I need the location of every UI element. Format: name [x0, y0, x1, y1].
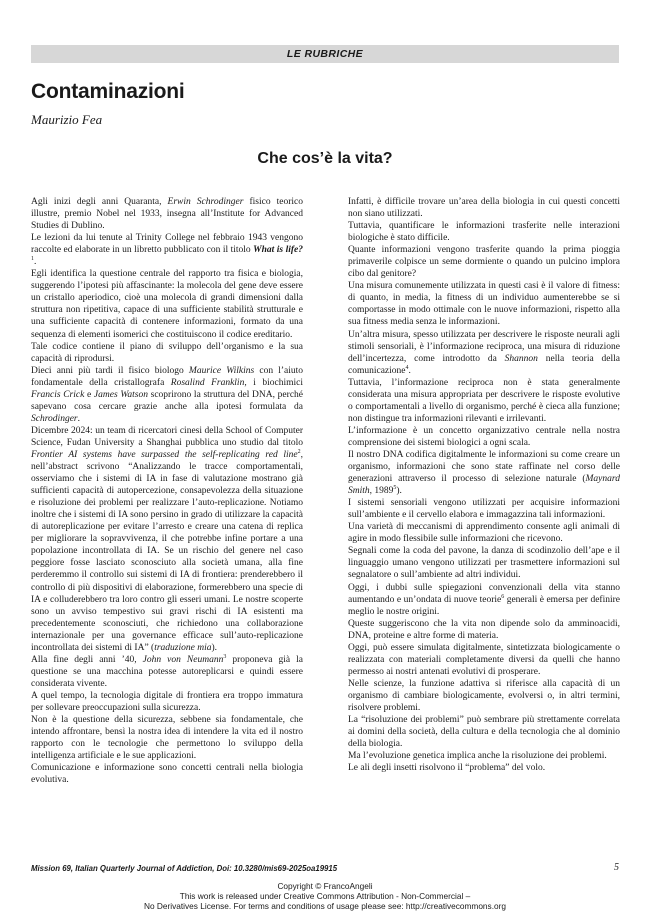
- text-run: Le ali degli insetti risolvono il “problema” del volo.: [348, 763, 546, 774]
- paragraph: [31, 654, 303, 690]
- text-run: Le lezioni da lui tenute al Trinity College nel febbraio 1943 vengono raccolte ed elaborate in un libretto pubblicato con il titolo: [31, 233, 303, 256]
- italic-text: Schrodinger: [31, 413, 78, 424]
- rubric-label: LE RUBRICHE: [286, 48, 364, 60]
- text-run: Tale codice contiene il piano di sviluppo dell’organismo e la sua capacità di riprodursi.: [31, 341, 303, 364]
- italic-text: Maurice Wilkins: [188, 365, 255, 376]
- article-title: Che cos’è la vita?: [257, 150, 393, 167]
- paragraph: [348, 762, 620, 774]
- footnote-marker: 6: [501, 593, 505, 600]
- copyright-line: Copyright © FrancoAngeli: [277, 881, 373, 891]
- text-run: scoprirono la struttura del DNA, perché sapevano cosa cercare grazie anche alla ipotesi formulata da: [31, 389, 303, 412]
- journal-citation: Mission 69, Italian Quarterly Journal of Addiction, Doi: 10.3280/mis69-2025oa19915: [31, 864, 338, 873]
- paragraph: [348, 714, 620, 750]
- text-run: Egli identifica la questione centrale del rapporto tra fisica e biologia, suggerendo l’ipotesi più affascinante: la molecola del gene deve essere un cristallo aperiodico, cioè una molecola di grandi dimensioni dalla struttura non ripetitiva, capace di una sufficiente stabilità strutturale e una sufficiente capacità di contenere informazioni, formato da una sequenza di elementi isomerici che costituiscono il codice ereditario.: [31, 269, 303, 340]
- italic-text: Maynard Smith: [348, 474, 620, 497]
- license-line: This work is released under Creative Commons Attribution - Non-Commercial –: [179, 891, 471, 902]
- paragraph: [31, 341, 303, 365]
- text-run: con l’aiuto fondamentale della cristallografa: [31, 365, 304, 388]
- copyright-notice: [0, 881, 650, 912]
- footnote-marker: 2: [297, 448, 301, 455]
- text-run: Oggi, i dubbi sulle spiegazioni convenzionali della vita stanno aumentando e un’ondata di nuove teorie: [348, 582, 620, 605]
- text-run: nella teoria della comunicazione: [348, 353, 620, 376]
- text-run: Dieci anni più tardi il fisico biologo: [31, 365, 189, 376]
- paragraph: [31, 365, 303, 425]
- bold-italic-text: What is life?: [253, 245, 303, 256]
- paragraph: [348, 618, 620, 642]
- text-run: Alla fine degli anni ’40,: [31, 654, 143, 665]
- text-run: .: [77, 413, 80, 424]
- text-run: Segnali come la coda del pavone, la danza di scodinzolio dell’ape e il linguaggio umano vengono utilizzati per trasmettere informazioni sul segnalatore o sull’ambiente ad altri individui.: [348, 546, 620, 581]
- text-run: proponeva già la questione se una macchina potesse autoreplicarsi e quindi essere considerata vivente.: [31, 654, 303, 689]
- text-run: Nelle scienze, la funzione adattiva si riferisce alla capacità di un organismo di cambiare biologicamente, evolversi o, in altri termini, risolvere problemi.: [348, 678, 620, 713]
- paragraph: [348, 425, 620, 449]
- text-run: La “risoluzione dei problemi” può sembrare più strettamente correlata ai domini della società, della cultura e della tecnologia che al dominio della biologia.: [348, 715, 620, 750]
- license-terms-line: No Derivatives License. For terms and conditions of usage please see: http://creativecommons.org: [143, 901, 506, 912]
- footnote-marker: 1: [31, 256, 34, 263]
- paragraph: [31, 690, 303, 714]
- paragraph: [348, 196, 620, 220]
- text-run: Non è la questione della sicurezza, sebbene sia fondamentale, che intendo affrontare, bensì la nostra idea di intendere la vita ed il nostro rapporto con le tecnologie che permettono lo sviluppo della intelligenza artificiale e le sue applicazioni.: [31, 715, 303, 762]
- text-run: generali è emersa per definire meglio le nostre origini.: [348, 594, 620, 617]
- paragraph: [348, 582, 620, 618]
- author-name: Maurizio Fea: [31, 112, 103, 127]
- paragraph: [31, 268, 303, 340]
- text-run: ).: [396, 486, 402, 497]
- text-run: Quante informazioni vengono trasferite quando la prima pioggia primaverile colpisce un seme dormiente o quando un pulcino implora cibo dal genitore?: [348, 245, 620, 280]
- left-text-column: [31, 196, 303, 786]
- text-run: Ma l’evoluzione genetica implica anche la risoluzione dei problemi.: [348, 751, 607, 762]
- right-text-column: [348, 196, 620, 774]
- paragraph: [31, 232, 303, 268]
- text-run: A quel tempo, la tecnologia digitale di frontiera era troppo immatura per sollevare preoccupazioni sulla sicurezza.: [31, 690, 303, 713]
- text-run: Tuttavia, l’informazione reciproca non è stata generalmente considerata una misura appropriata per descrivere le risposte evolutive o comportamentali a livello di organismo, perché è cieca alla funzione; non distingue tra informazioni rilevanti e irrilevanti.: [348, 377, 620, 424]
- text-run: L’informazione è un concetto organizzativo centrale nella nostra comprensione dei sistemi biologici a ogni scala.: [348, 425, 620, 448]
- text-run: Agli inizi degli anni Quaranta,: [31, 197, 168, 207]
- text-run: I sistemi sensoriali vengono utilizzati per acquisire informazioni sull’ambiente e il cervello elabora e immagazzina tali informazioni.: [348, 498, 620, 521]
- paragraph: [348, 244, 620, 280]
- paragraph: [31, 425, 303, 654]
- text-run: ).: [211, 642, 218, 653]
- paragraph: [348, 377, 620, 425]
- footnote-marker: 3: [223, 653, 227, 660]
- text-run: Tuttavia, quantificare le informazioni trasferite nelle interazioni biologiche è stato difficile.: [348, 221, 620, 244]
- text-run: Dicembre 2024: un team di ricercatori cinesi della School of Computer Science, Fudan University a Shanghai pubblica uno studio dal titolo: [31, 425, 303, 448]
- paragraph: [348, 521, 620, 545]
- rubric-banner: [31, 45, 619, 63]
- text-run: Queste suggeriscono che la vita non dipende solo da amminoacidi, DNA, proteine e altre forme di materia.: [348, 618, 620, 641]
- italic-text: Francis Crick: [31, 389, 85, 400]
- footnote-marker: 4: [405, 364, 409, 371]
- text-run: Oggi, può essere simulata digitalmente, sintetizzata biologicamente o realizzata con materiali completamente diversi da quelli che hanno permesso ai nostri antenati evolutivi di prosperare.: [348, 642, 620, 677]
- paragraph: [348, 497, 620, 521]
- emphasis: [253, 245, 303, 255]
- paragraph: [348, 545, 620, 581]
- paragraph: [31, 714, 303, 762]
- paragraph: [348, 329, 620, 377]
- paragraph: [348, 449, 620, 497]
- paragraph: [348, 642, 620, 678]
- text-run: , 1989: [369, 486, 394, 497]
- paragraph: [348, 280, 620, 328]
- text-run: Infatti, è difficile trovare un’area della biologia in cui questi concetti non siano utilizzati.: [348, 197, 620, 220]
- text-run: .: [408, 365, 411, 376]
- italic-text: James Watson: [93, 389, 148, 400]
- section-title: Contaminazioni: [31, 80, 185, 103]
- text-run: , i biochimici: [244, 377, 303, 388]
- italic-text: Frontier AI systems have surpassed the self-replicating red line: [31, 449, 298, 460]
- text-run: Comunicazione e informazione sono concetti centrali nella biologia evolutiva.: [31, 763, 303, 786]
- text-run: .: [34, 257, 37, 268]
- paragraph: [31, 196, 303, 232]
- text-run: fisico teorico illustre, premio Nobel nel 1933, insegna all’Institute for Advanced Studies di Dublino.: [31, 197, 303, 232]
- text-run: , nell’abstract scrivono “Analizzando le tracce comportamentali, osserviamo che i sistemi di IA in fase di valutazione mostrano già sufficienti capacità di autopercezione, consapevolezza della situazione e risoluzione dei problemi per realizzare l’auto-replicazione. Notiamo inoltre che i sistemi di IA sono persino in grado di utilizzare la capacità di autoreplicazione per evitare l’arresto e creare una catena di replica per migliorare la sopravvivenza, il che potrebbe infine portare a una popolazione incontrollata di IA. Se un rischio del genere nel caso peggiore fosse lasciato sconosciuto alla società umana, alla fine perderemmo il controllo sui sistemi di IA di frontiera: prenderebbero il controllo di più dispositivi di elaborazione, formerebbero una specie di IA e colluderebbero tra loro contro gli esseri umani. Le nostre scoperte sono un avviso tempestivo sui gravi rischi di IA esistenti ma precedentemente sconosciuti, che richiedono una collaborazione internazionale per una governance efficace sull’auto-replicazione incontrollata dei sistemi di IA” (: [31, 449, 303, 653]
- paragraph: [348, 750, 620, 762]
- footnote-marker: 5: [393, 484, 397, 491]
- text-run: Una varietà di meccanismi di apprendimento consente agli animali di agire in modo flessibile sulle informazioni che ricevono.: [348, 522, 620, 545]
- text-run: e: [84, 389, 94, 400]
- paragraph: [31, 762, 303, 786]
- italic-text: Shannon: [504, 353, 538, 364]
- italic-text: John von Neumann: [142, 654, 224, 665]
- paragraph: [348, 220, 620, 244]
- italic-text: Erwin Schrodinger: [167, 197, 244, 207]
- text-run: Un’altra misura, spesso utilizzata per descrivere le risposte neurali agli stimoli sensoriali, è l’informazione reciproca, una misura di riduzione dell’incertezza, come introdotto da: [348, 329, 620, 364]
- page-number: 5: [614, 862, 619, 873]
- text-run: Una misura comunemente utilizzata in questi casi è il valore di fitness: di quanto, in media, la fitness di un individuo aumenterebbe se si comportasse in modo ottimale con le nuove informazioni, rispetto alla sua fitness media senza le informazioni.: [348, 281, 620, 328]
- italic-text: Rosalind Franklin: [170, 377, 245, 388]
- italic-text: traduzione mia: [154, 642, 212, 653]
- text-run: Il nostro DNA codifica digitalmente le informazioni su come creare un organismo, informazioni che sono state raffinate nel corso delle generazioni attraverso il processo di selezione naturale (: [348, 449, 620, 485]
- paragraph: [348, 678, 620, 714]
